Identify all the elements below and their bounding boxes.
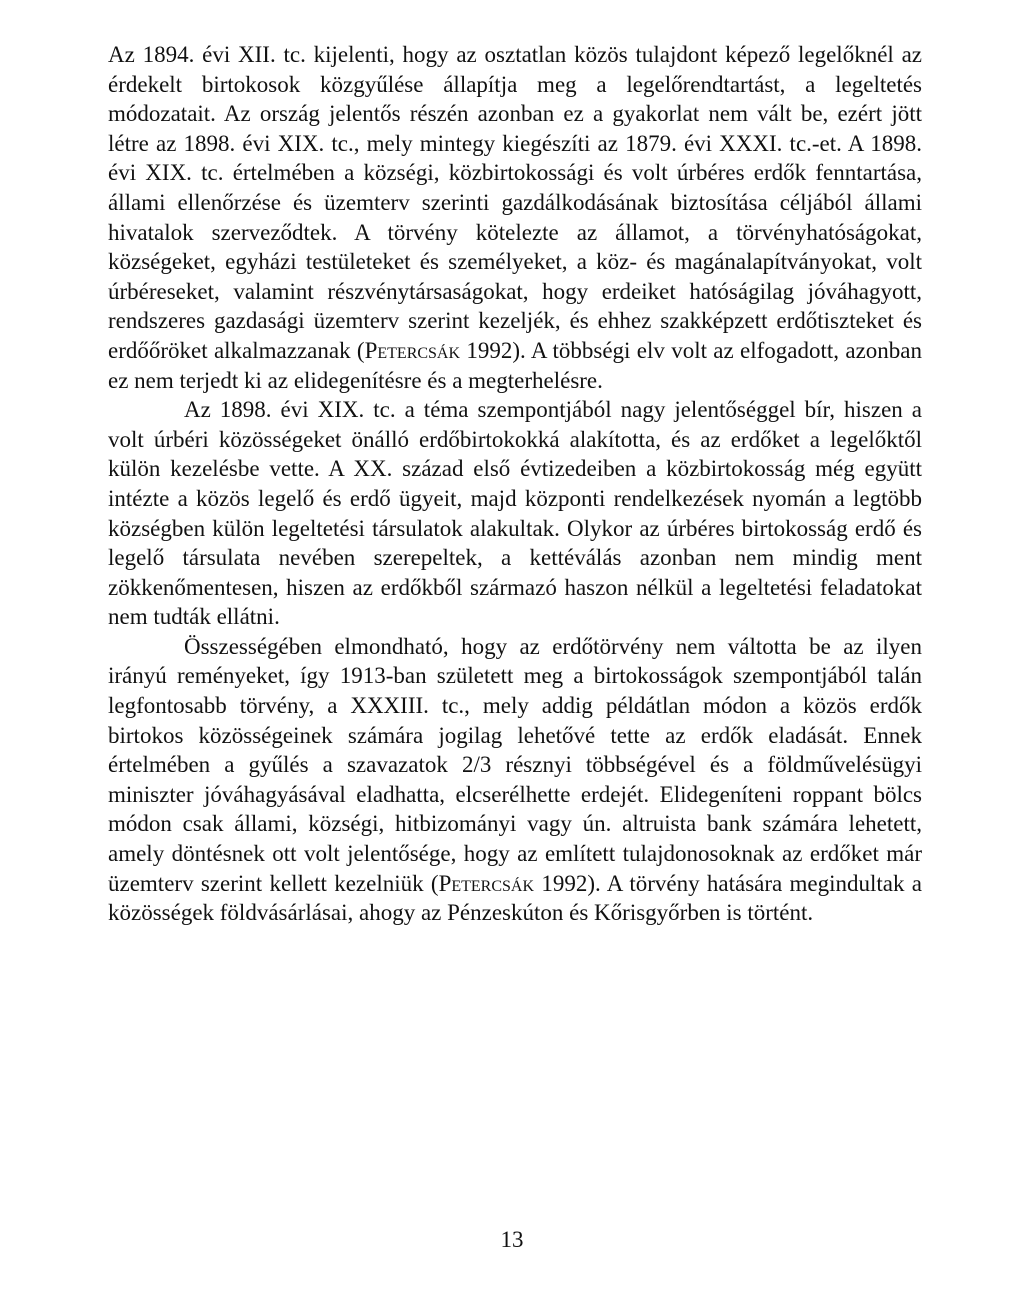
paragraph-1-text: Az 1894. évi XII. tc. kijelenti, hogy az osztatlan közös tulajdont képező legelőknél az érdekelt birtokosok közgyűlése állapítja meg a legelőrendtartást, a legeltetés módozatait. Az ország jelentős részén azonban ez a gyakorlat nem vált be, ezért jött létre az 1898. évi XIX. tc., mely mintegy kiegészíti az 1879. évi XXXI. tc.-et. A 1898. évi XIX. tc. értelmében a községi, közbirtokossági és volt úrbéres erdők fenntartása, állami ellenőrzése és üzemterv szerinti gazdálkodásának biztosítása céljából állami hivatalok szerveződtek. A törvény kötelezte az államot, a törvényhatóságokat, községeket, egyházi testületeket és személyeket, a köz- és magánalapítványokat, volt úrbéreseket, valamint részvénytársaságokat, hogy erdeiket hatóságilag jóváhagyott, rendszeres gazdasági üzemterv szerint kezeljék, és ehhez szakképzett erdőtiszteket és erdőőröket alkalmazzanak ( — [108, 42, 922, 363]
paragraph-3 — [108, 632, 922, 928]
paragraph-1 — [108, 40, 922, 395]
author-citation: Petercsák — [364, 337, 461, 363]
page-number: 13 — [500, 1227, 524, 1252]
paragraph-3-text: Összességében elmondható, hogy az erdőtörvény nem váltotta be az ilyen irányú reményeket, így 1913-ban született meg a birtokosságok szempontjából talán legfontosabb törvény, a XXXIII. tc., mely addig példátlan módon a közös erdők birtokos közösségeinek számára jogilag lehetővé tette az erdők eladását. Ennek értelmében a gyűlés a szavazatok 2/3 résznyi többségével és a földművelésügyi miniszter jóváhagyásával eladhatta, elcserélhette erdejét. Elidegeníteni roppant bölcs módon csak állami, községi, hitbizományi vagy ún. altruista bank számára lehetett, amely döntésnek ott volt jelentősége, hogy az említett tulajdonosoknak az erdőket már üzemterv szerint kellett kezelniük ( — [108, 633, 922, 896]
author-citation: Petercsák — [438, 870, 535, 896]
paragraph-2 — [108, 395, 922, 632]
paragraph-2-text: Az 1898. évi XIX. tc. a téma szempontjából nagy jelentőséggel bír, hiszen a volt úrbéri közösségeket önálló erdőbirtokokká alakította, és az erdőket a legelőktől külön kezelésbe vette. A XX. század első évtizedeiben a közbirtokosság még együtt intézte a közös legelő és erdő ügyeit, majd központi rendelkezések nyomán a legtöbb községben külön legeltetési társulatok alakultak. Olykor az úrbéres birtokosság erdő és legelő társulata nevében szerepeltek, a kettéválás azonban nem mindig ment zökkenőmentesen, hiszen az erdőkből származó haszon nélkül a legeltetési feladatokat nem tudták ellátni. — [108, 397, 922, 630]
paragraph-1-text-end: 1992). A többségi elv volt az elfogadott, azonban ez nem terjedt ki az elidegenítésre és a megterhelésre. — [108, 337, 922, 393]
paragraph-3-text-end: 1992). A törvény hatására megindultak a közösségek földvásárlásai, ahogy az Pénzeskúton és Kőrisgyőrben is történt. — [108, 870, 922, 926]
document-body — [108, 40, 922, 928]
